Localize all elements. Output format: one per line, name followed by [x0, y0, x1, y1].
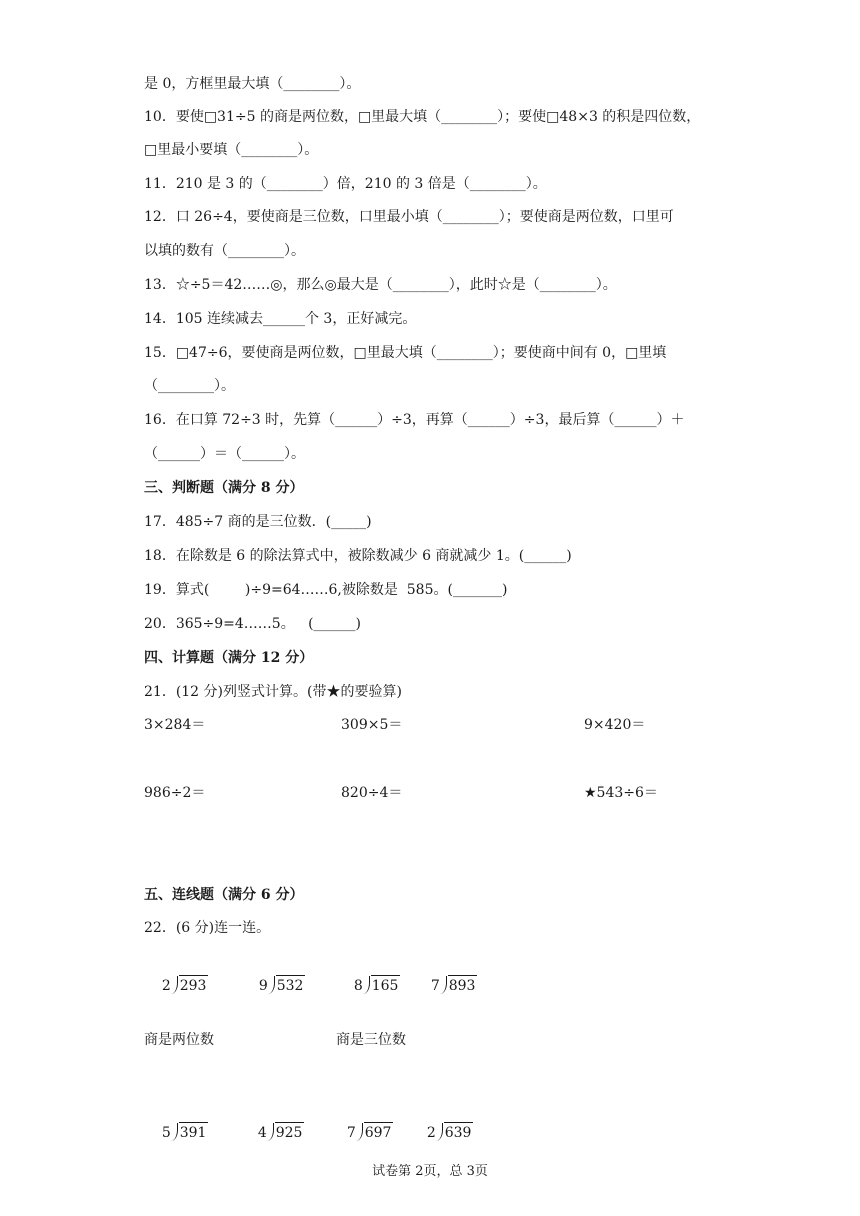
- long-division-item[interactable]: [241, 955, 305, 994]
- long-division-item[interactable]: [144, 955, 208, 994]
- calc-item: 9×420＝: [584, 717, 646, 733]
- divisor: 2: [426, 1125, 436, 1141]
- question-13: 13．☆÷5＝42……◎，那么◎最大是（________），此时☆是（________）。: [144, 277, 617, 293]
- division-bracket-icon: [267, 1123, 274, 1141]
- dividend: 639: [444, 1122, 474, 1143]
- divisor: 2: [161, 978, 171, 994]
- question-9-tail: 是 0，方框里最大填（________）。: [144, 76, 361, 92]
- long-division-item[interactable]: [409, 1102, 473, 1141]
- dividend: 925: [275, 1122, 305, 1143]
- long-division-item[interactable]: [240, 1102, 304, 1141]
- dividend: 391: [179, 1122, 209, 1143]
- long-division-item[interactable]: [144, 1102, 208, 1141]
- division-bracket-icon: [268, 976, 275, 994]
- divisor: 7: [430, 978, 440, 994]
- calc-item: 986÷2＝: [144, 785, 206, 801]
- calc-item: 3×284＝: [144, 717, 206, 733]
- dividend: 532: [276, 975, 306, 996]
- question-20: 20．365÷9=4……5。 (______): [144, 616, 361, 632]
- division-bracket-icon: [436, 1123, 443, 1141]
- dividend: 893: [448, 975, 478, 996]
- question-12-line-2: 以填的数有（________）。: [144, 243, 305, 259]
- division-bracket-icon: [363, 976, 370, 994]
- question-15-line-2: （________）。: [144, 378, 235, 394]
- question-16-line-2: （______）＝（______）。: [144, 446, 305, 462]
- calc-item: 820÷4＝: [341, 785, 403, 801]
- question-15-line-1: 15．□47÷6，要使商是两位数，□里最大填（________）；要使商中间有 0，□里填: [144, 345, 667, 361]
- question-11: 11．210 是 3 的（________）倍，210 的 3 倍是（________）。: [144, 176, 547, 192]
- dividend: 165: [371, 975, 401, 996]
- divisor: 7: [346, 1125, 356, 1141]
- question-17: 17．485÷7 商的是三位数．(_____): [144, 514, 372, 530]
- question-12-line-1: 12．口 26÷4，要使商是三位数，口里最小填（________）；要使商是两位数，口里可: [144, 209, 674, 225]
- section-heading-judgement: 三、判断题（满分 8 分）: [144, 480, 304, 496]
- category-three-digit-quotient[interactable]: 商是三位数: [336, 1032, 406, 1048]
- division-bracket-icon: [171, 1123, 178, 1141]
- question-22: 22．(6 分)连一连。: [144, 920, 271, 936]
- long-division-item[interactable]: [329, 1102, 393, 1141]
- dividend: 697: [364, 1122, 394, 1143]
- calc-item-with-check: ★543÷6＝: [584, 785, 658, 801]
- divisor: 8: [353, 978, 363, 994]
- page-footer: 试卷第 2页，总 3页: [372, 1164, 488, 1179]
- long-division-item[interactable]: [336, 955, 400, 994]
- division-bracket-icon: [356, 1123, 363, 1141]
- divisor: 5: [161, 1125, 171, 1141]
- section-heading-matching: 五、连线题（满分 6 分）: [144, 887, 304, 903]
- long-division-item[interactable]: [413, 955, 477, 994]
- dividend: 293: [179, 975, 209, 996]
- question-21: 21．(12 分)列竖式计算。(带★的要验算): [144, 684, 402, 700]
- question-18: 18．在除数是 6 的除法算式中，被除数减少 6 商就减少 1。(______): [144, 548, 572, 564]
- question-19: 19．算式( )÷9=64……6,被除数是 585。(_______): [144, 582, 508, 598]
- category-two-digit-quotient[interactable]: 商是两位数: [144, 1032, 214, 1048]
- division-bracket-icon: [171, 976, 178, 994]
- divisor: 4: [257, 1125, 267, 1141]
- question-14: 14．105 连续减去______个 3，正好减完。: [144, 311, 417, 327]
- section-heading-calculation: 四、计算题（满分 12 分）: [144, 650, 314, 666]
- question-16-line-1: 16．在口算 72÷3 时，先算（______）÷3，再算（______）÷3，最后算（______）＋: [144, 412, 685, 428]
- question-10-line-2: □里最小要填（________）。: [144, 142, 319, 158]
- divisor: 9: [258, 978, 268, 994]
- question-10-line-1: 10．要使□31÷5 的商是两位数，□里最大填（________）；要使□48×3 的积是四位数，: [144, 109, 701, 125]
- division-bracket-icon: [440, 976, 447, 994]
- calc-item: 309×5＝: [341, 717, 403, 733]
